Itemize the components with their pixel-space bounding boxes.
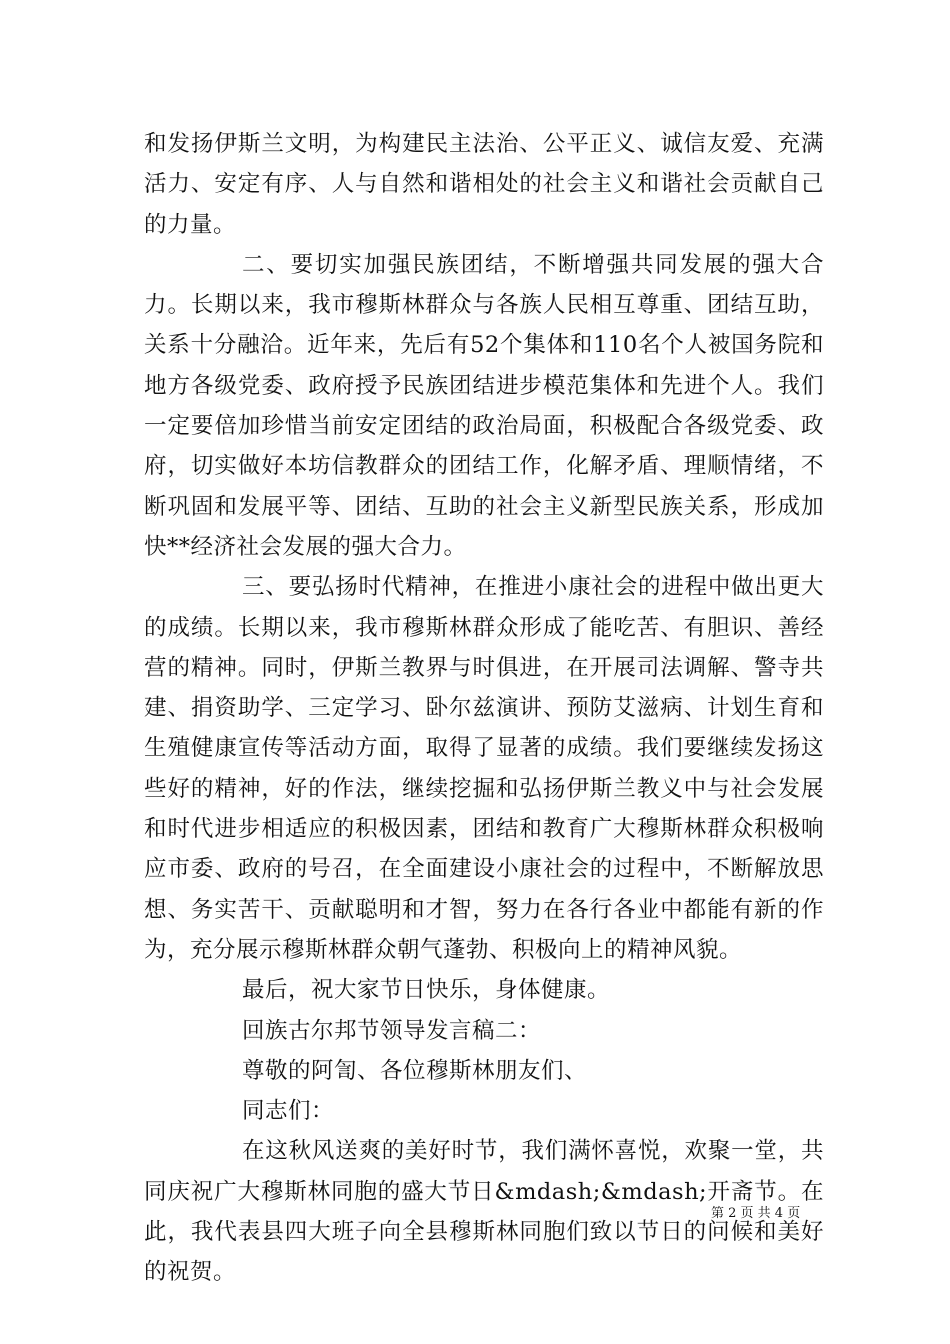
paragraph-1: 和发扬伊斯兰文明，为构建民主法治、公平正义、诚信友爱、充满活力、安定有序、人与自然和谐相处的社会主义和谐社会贡献自己的力量。 [144, 131, 824, 238]
paragraph-4: 最后，祝大家节日快乐，身体健康。 [242, 977, 611, 1004]
paragraph-3: 三、要弘扬时代精神，在推进小康社会的进程中做出更大的成绩。长期以来，我市穆斯林群众形成了能吃苦、有胆识、善经营的精神。同时，伊斯兰教界与时俱进，在开展司法调解、警寺共建、捐资助学、三定学习、卧尔兹演讲、预防艾滋病、计划生育和生殖健康宣传等活动方面，取得了显著的成绩。我们要继续发扬这些好的精神，好的作法，继续挖掘和弘扬伊斯兰教义中与社会发展和时代进步相适应的积极因素，团结和教育广大穆斯林群众积极响应市委、政府的号召，在全面建设小康社会的过程中，不断解放思想、务实苦干、贡献聪明和才智，努力在各行各业中都能有新的作为，充分展示穆斯林群众朝气蓬勃、积极向上的精神风貌。 [144, 574, 824, 963]
page-number-footer: 第 2 页 共 4 页 [711, 1206, 801, 1221]
document-body [144, 124, 824, 1293]
paragraph-8: 在这秋风送爽的美好时节，我们满怀喜悦，欢聚一堂，共同庆祝广大穆斯林同胞的盛大节日&mdash;&mdash;开斋节。在此，我代表县四大班子向全县穆斯林同胞们致以节日的问候和美好的祝贺。 [144, 1138, 824, 1286]
paragraph-7-salutation: 同志们： [242, 1098, 335, 1125]
paragraph-5-heading: 回族古尔邦节领导发言稿二： [242, 1017, 542, 1044]
paragraph-2: 二、要切实加强民族团结，不断增强共同发展的强大合力。长期以来，我市穆斯林群众与各族人民相互尊重、团结互助，关系十分融洽。近年来，先后有52个集体和110名个人被国务院和地方各级党委、政府授予民族团结进步模范集体和先进个人。我们一定要倍加珍惜当前安定团结的政治局面，积极配合各级党委、政府，切实做好本坊信教群众的团结工作，化解矛盾、理顺情绪，不断巩固和发展平等、团结、互助的社会主义新型民族关系，形成加快**经济社会发展的强大合力。 [144, 251, 824, 560]
paragraph-6-salutation: 尊敬的阿訇、各位穆斯林朋友们、 [242, 1057, 588, 1084]
